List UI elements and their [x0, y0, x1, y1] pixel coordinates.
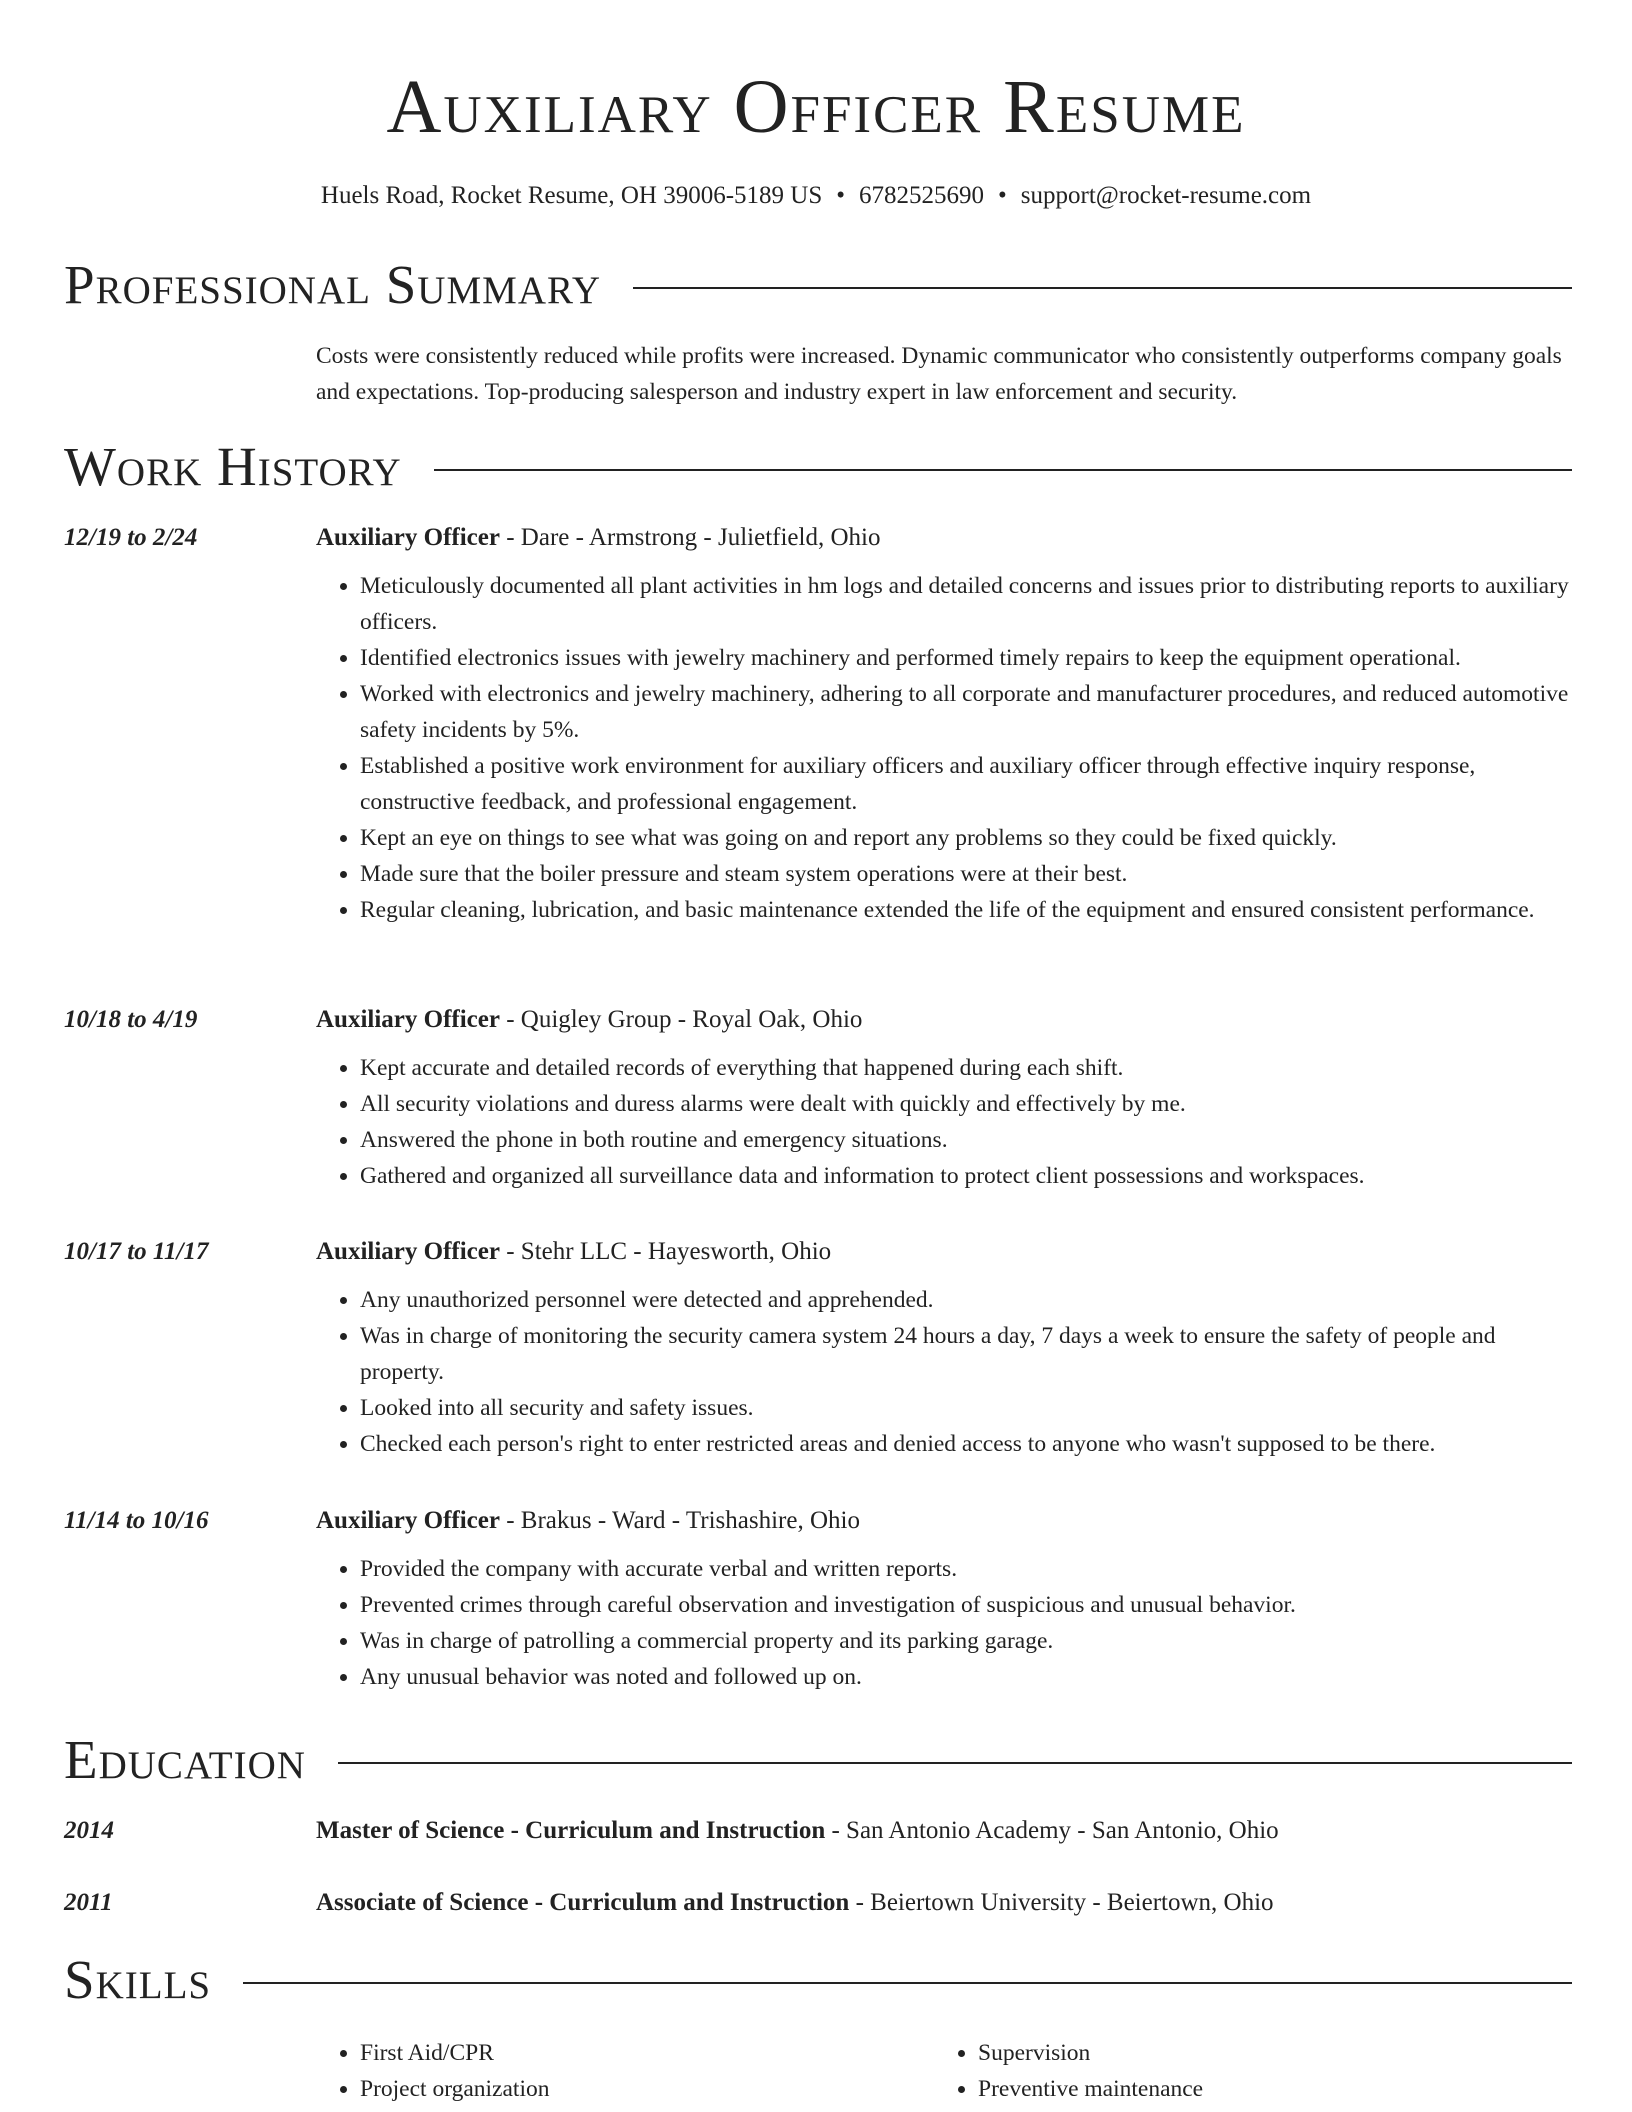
- job-role: Auxiliary Officer: [316, 1507, 500, 1534]
- skills-grid: [316, 2035, 1572, 2107]
- education-title-line: [316, 1813, 1572, 1849]
- section-heading: [64, 1947, 1572, 2013]
- summary-text: Costs were consistently reduced while profits were increased. Dynamic communicator who consistently outperforms company goals and expectations. Top-producing salesperson and industry expert in law enforcement and security.: [316, 343, 1562, 405]
- contact-address: Huels Road, Rocket Resume, OH 39006-5189 US: [320, 182, 823, 209]
- education-degree: Master of Science - Curriculum and Instruction: [316, 1817, 826, 1844]
- skills-title: Skills: [64, 1949, 212, 2010]
- education-entry: [64, 1813, 1572, 1849]
- list-item: • Answered the phone in both routine and emergency situations.: [360, 1122, 1572, 1158]
- list-item: • Looked into all security and safety issues.: [360, 1390, 1572, 1426]
- job-entry: [64, 1234, 1572, 1462]
- list-item: • Was in charge of monitoring the security camera system 24 hours a day, 7 days a week to ensure the safety of people and property.: [360, 1318, 1572, 1390]
- work-history-title: Work History: [64, 436, 402, 497]
- list-item: • Kept accurate and detailed records of everything that happened during each shift.: [360, 1050, 1572, 1086]
- job-title: [316, 1234, 1572, 1270]
- education-title: Education: [64, 1729, 306, 1790]
- section-divider: [243, 1982, 1572, 1984]
- list-item: • Identified electronics issues with jewelry machinery and performed timely repairs to keep the equipment operational.: [360, 640, 1572, 676]
- list-item: • Gathered and organized all surveillance data and information to protect client possessions and workspaces.: [360, 1158, 1572, 1194]
- list-item: • Any unauthorized personnel were detected and apprehended.: [360, 1282, 1572, 1318]
- list-item: • Regular cleaning, lubrication, and basic maintenance extended the life of the equipment and ensured consistent performance.: [360, 892, 1572, 928]
- job-title: [316, 1002, 1572, 1038]
- job-bullets: [316, 568, 1572, 928]
- education-title-line: [316, 1885, 1572, 1921]
- section-heading: [64, 434, 1572, 500]
- resume-title: Auxiliary Officer Resume: [386, 65, 1246, 149]
- list-item: • Any unusual behavior was noted and followed up on.: [360, 1659, 1572, 1695]
- job-details: - Stehr LLC - Hayesworth, Ohio: [499, 1238, 832, 1265]
- list-item: • Supervision: [978, 2035, 1552, 2071]
- education-date: 2011: [64, 1889, 113, 1916]
- contact-email: support@rocket-resume.com: [1020, 182, 1312, 209]
- job-entry: [64, 1503, 1572, 1695]
- education-degree: Associate of Science - Curriculum and Instruction: [316, 1889, 850, 1916]
- job-title: [316, 1503, 1572, 1539]
- list-item: • All security violations and duress alarms were dealt with quickly and effectively by me.: [360, 1086, 1572, 1122]
- list-item: • Kept an eye on things to see what was going on and report any problems so they could be fixed quickly.: [360, 820, 1572, 856]
- list-item: • Established a positive work environment for auxiliary officers and auxiliary officer through effective inquiry response, constructive feedback, and professional engagement.: [360, 748, 1572, 820]
- summary-section: [64, 252, 1572, 410]
- education-details: - Beiertown University - Beiertown, Ohio: [849, 1889, 1274, 1916]
- job-title: [316, 520, 1572, 556]
- section-divider: [434, 469, 1572, 471]
- job-role: Auxiliary Officer: [316, 524, 500, 551]
- section-heading: [64, 1727, 1572, 1793]
- job-bullets: [316, 1282, 1572, 1462]
- job-details: - Brakus - Ward - Trishashire, Ohio: [499, 1507, 860, 1534]
- skills-section: [64, 1947, 1572, 2107]
- list-item: • Was in charge of patrolling a commercial property and its parking garage.: [360, 1623, 1572, 1659]
- education-details: - San Antonio Academy - San Antonio, Ohio: [825, 1817, 1279, 1844]
- job-role: Auxiliary Officer: [316, 1238, 500, 1265]
- list-item: • Project organization: [360, 2071, 934, 2107]
- work-history-section: [64, 434, 1572, 500]
- job-bullets: [316, 1551, 1572, 1695]
- list-item: • First Aid/CPR: [360, 2035, 934, 2071]
- contact-separator: •: [836, 182, 846, 209]
- summary-title: Professional Summary: [64, 254, 602, 315]
- contact-line: [0, 182, 1632, 210]
- resume-header: [0, 0, 1632, 210]
- section-divider: [338, 1762, 1572, 1764]
- job-date: 10/18 to 4/19: [64, 1006, 198, 1033]
- contact-phone: 6782525690: [859, 182, 985, 209]
- job-role: Auxiliary Officer: [316, 1006, 500, 1033]
- job-date: 10/17 to 11/17: [64, 1238, 209, 1265]
- list-item: • Provided the company with accurate verbal and written reports.: [360, 1551, 1572, 1587]
- skills-column-right: [934, 2035, 1552, 2107]
- section-heading: [64, 252, 1572, 318]
- job-details: - Dare - Armstrong - Julietfield, Ohio: [499, 524, 881, 551]
- list-item: • Made sure that the boiler pressure and steam system operations were at their best.: [360, 856, 1572, 892]
- education-date: 2014: [64, 1817, 114, 1844]
- skills-column-left: [316, 2035, 934, 2107]
- job-bullets: [316, 1050, 1572, 1194]
- job-entry: [64, 520, 1572, 928]
- list-item: • Preventive maintenance: [978, 2071, 1552, 2107]
- job-entry: [64, 1002, 1572, 1194]
- list-item: • Meticulously documented all plant activities in hm logs and detailed concerns and issues prior to distributing reports to auxiliary officers.: [360, 568, 1572, 640]
- list-item: • Prevented crimes through careful observation and investigation of suspicious and unusual behavior.: [360, 1587, 1572, 1623]
- list-item: • Worked with electronics and jewelry machinery, adhering to all corporate and manufacturer procedures, and reduced automotive safety incidents by 5%.: [360, 676, 1572, 748]
- education-entry: [64, 1885, 1572, 1921]
- job-date: 12/19 to 2/24: [64, 524, 198, 551]
- list-item: • Checked each person's right to enter restricted areas and denied access to anyone who wasn't supposed to be there.: [360, 1426, 1572, 1462]
- job-date: 11/14 to 10/16: [64, 1507, 209, 1534]
- contact-separator: •: [998, 182, 1007, 209]
- job-details: - Quigley Group - Royal Oak, Ohio: [499, 1006, 863, 1033]
- section-divider: [633, 287, 1572, 289]
- education-section: [64, 1727, 1572, 1793]
